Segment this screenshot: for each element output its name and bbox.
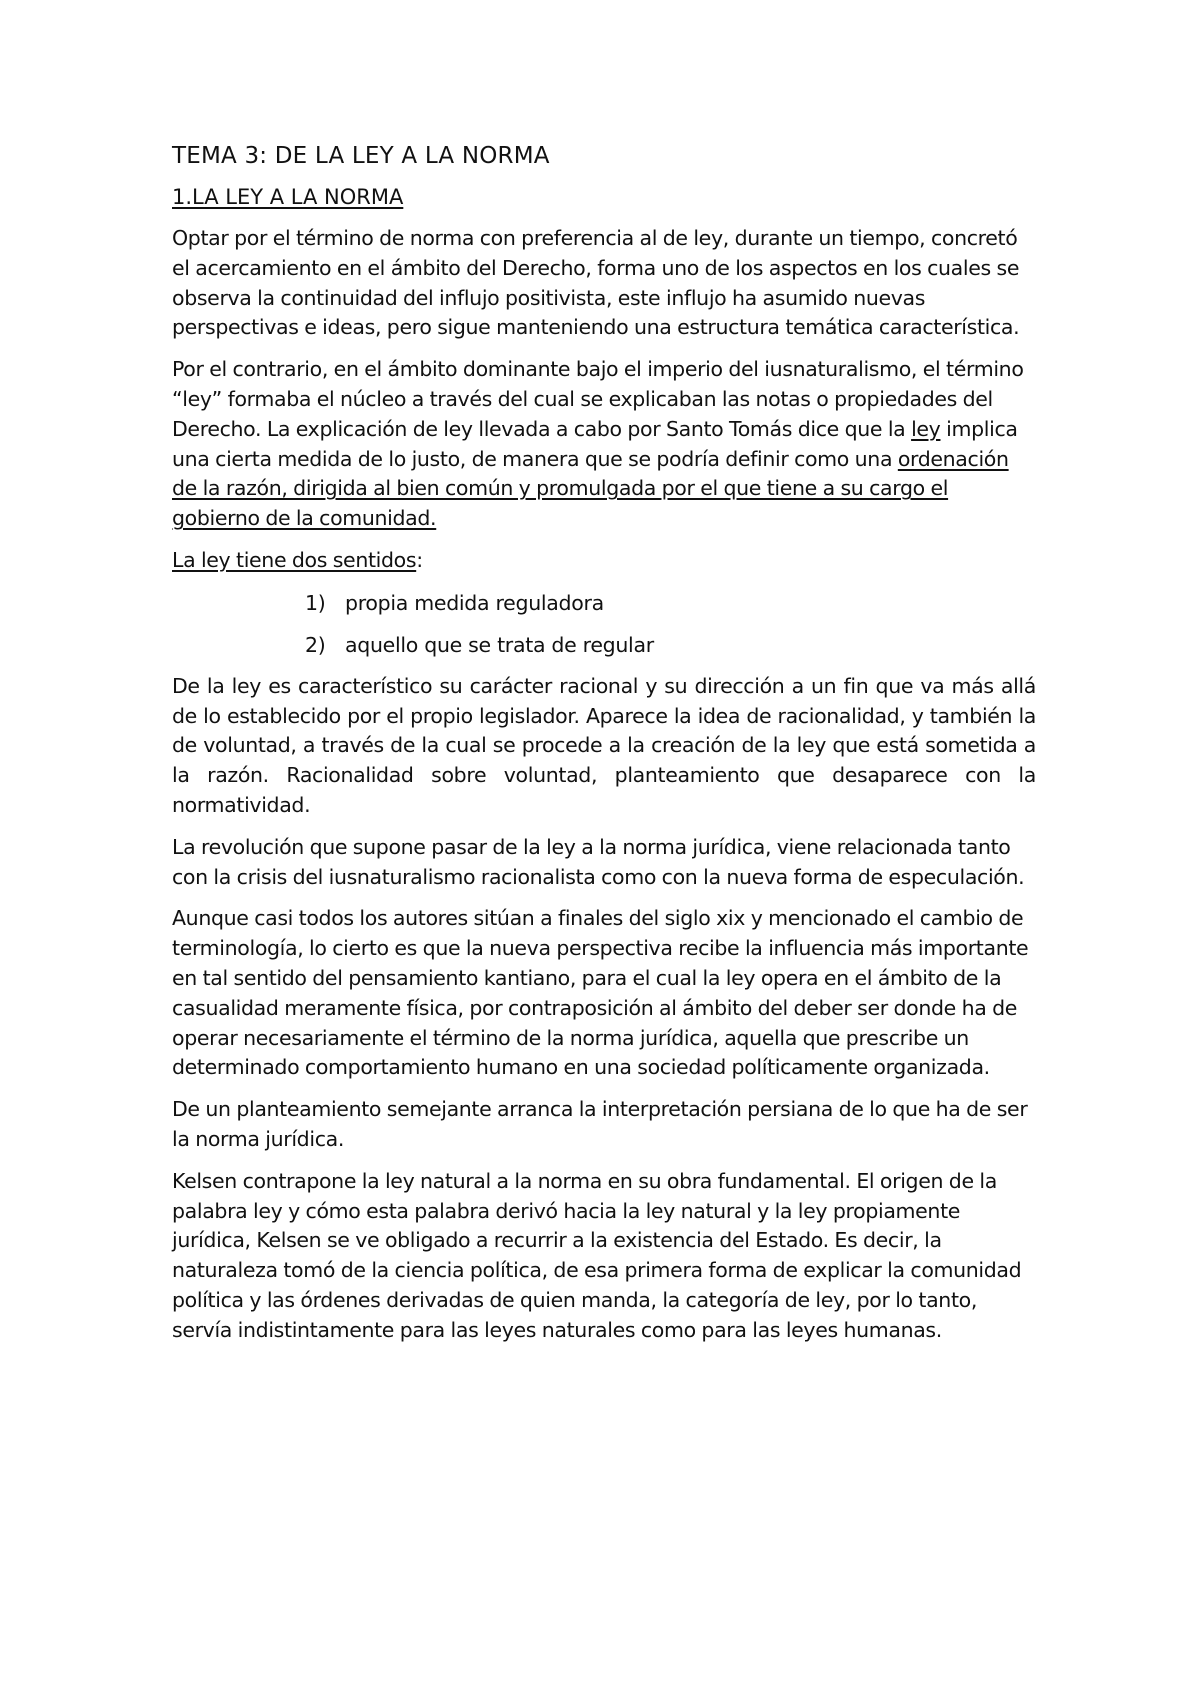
list-item-number: 2): [305, 632, 326, 657]
two-senses-heading: La ley tiene dos sentidos: [172, 547, 417, 572]
paragraph-2-part-a: Por el contrario, en el ámbito dominante bajo el imperio del iusnaturalismo, el término “ley” formaba el núcleo a través del cual se explicaban las notas o propiedades del Derecho. La explicación de ley llevada a cabo por Santo Tomás dice que la: [172, 357, 1024, 441]
list-item: [172, 588, 1036, 618]
paragraph-5: La revolución que supone pasar de la ley a la norma jurídica, viene relacionada tanto con la crisis del iusnaturalismo racionalista como con la nueva forma de especulación.: [172, 834, 1025, 889]
paragraph-1: Optar por el término de norma con preferencia al de ley, durante un tiempo, concretó el acercamiento en el ámbito del Derecho, forma uno de los aspectos en los cuales se observa la continuidad del influjo positivista, este influjo ha asumido nuevas perspectivas e ideas, pero sigue manteniendo una estructura temática característica.: [172, 226, 1020, 340]
section-heading: 1.LA LEY A LA NORMA: [172, 185, 404, 209]
list-item-number: 1): [305, 590, 326, 615]
list-item-text: aquello que se trata de regular: [345, 632, 654, 657]
paragraph-7: De un planteamiento semejante arranca la interpretación persiana de lo que ha de ser la norma jurídica.: [172, 1097, 1028, 1151]
underlined-ley: ley: [911, 416, 941, 441]
paragraph-8: Kelsen contrapone la ley natural a la norma en su obra fundamental. El origen de la palabra ley y cómo esta palabra derivó hacia la ley natural y la ley propiamente jurídica, Kelsen se ve obligado a recurrir a la existencia del Estado. Es decir, la naturaleza tomó de la ciencia política, de esa primera forma de explicar la comunidad política y las órdenes derivadas de quien manda, la categoría de ley, por lo tanto, servía indistintamente para las leyes naturales como para las leyes humanas.: [172, 1168, 1022, 1342]
document-page: [172, 140, 1036, 1358]
law-definition: ordenación de la razón, dirigida al bien común y promulgada por el que tiene a su cargo el gobierno de la comunidad.: [172, 446, 1009, 531]
list-item: [172, 630, 1036, 660]
senses-list: [172, 588, 1036, 660]
colon: :: [416, 547, 423, 572]
list-item-text: propia medida reguladora: [345, 590, 604, 615]
paragraph-3: [172, 546, 1036, 576]
paragraph-6: Aunque casi todos los autores sitúan a finales del siglo xix y mencionado el cambio de terminología, lo cierto es que la nueva perspectiva recibe la influencia más importante en tal sentido del pensamiento kantiano, para el cual la ley opera en el ámbito de la casualidad meramente física, por contraposición al ámbito del deber ser donde ha de operar necesariamente el término de la norma jurídica, aquella que prescribe un determinado comportamiento humano en una sociedad políticamente organizada.: [172, 906, 1029, 1080]
paragraph-2: [172, 355, 1036, 534]
document-title: TEMA 3: DE LA LEY A LA NORMA: [172, 143, 550, 169]
paragraph-4: De la ley es característico su carácter racional y su dirección a un fin que va más allá de lo establecido por el propio legislador. Aparece la idea de racionalidad, y también la de voluntad, a través de la cual se procede a la creación de la ley que está sometida a la razón. Racionalidad sobre voluntad, planteamiento que desaparece con la normatividad.: [172, 673, 1036, 817]
paragraph-2-part-b: implica una cierta medida de lo justo, de manera que se podría definir como una: [172, 416, 1018, 471]
